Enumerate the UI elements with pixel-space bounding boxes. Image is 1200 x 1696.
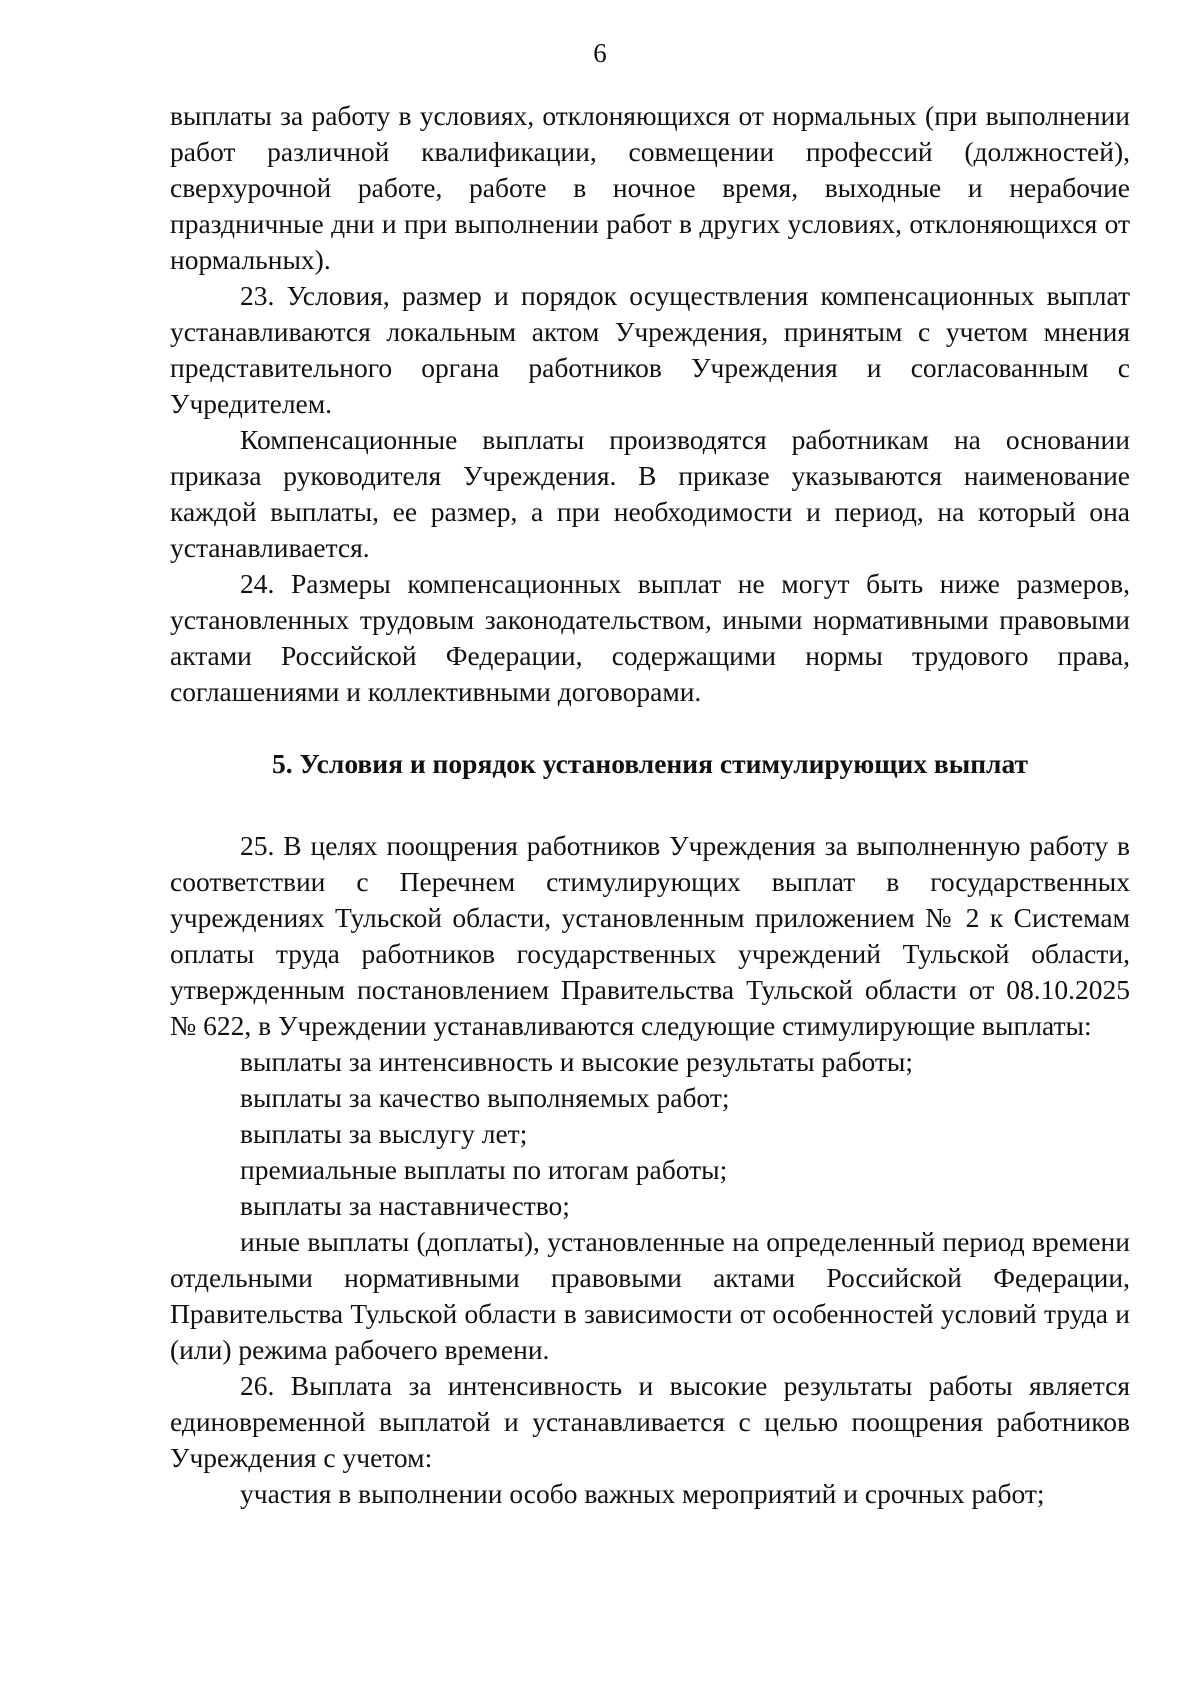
list-item: участия в выполнении особо важных мероприятий и срочных работ;	[240, 1478, 1045, 1509]
list-item: выплаты за наставничество;	[240, 1190, 570, 1221]
document-body	[170, 98, 1130, 1512]
paragraph-23: 23. Условия, размер и порядок осуществления компенсационных выплат устанавливаются локальным актом Учреждения, принятым с учетом мнения представительного органа работников Учреждения и согласованным с Учредителем.	[170, 280, 1130, 419]
list-item: премиальные выплаты по итогам работы;	[240, 1154, 728, 1185]
page-number: 6	[593, 38, 607, 68]
list-item: выплаты за качество выполняемых работ;	[240, 1082, 730, 1113]
list-item: выплаты за интенсивность и высокие результаты работы;	[240, 1046, 913, 1077]
paragraph-compensation-order: Компенсационные выплаты производятся работникам на основании приказа руководителя Учреждения. В приказе указываются наименование каждой выплаты, ее размер, а при необходимости и период, на который она устанавливается.	[170, 424, 1130, 563]
paragraph-25: 25. В целях поощрения работников Учреждения за выполненную работу в соответствии с Перечнем стимулирующих выплат в государственных учреждениях Тульской области, установленным приложением № 2 к Системам оплаты труда работников государственных учреждений Тульской области, утвержденным постановлением Правительства Тульской области от 08.10.2025 № 622, в Учреждении устанавливаются следующие стимулирующие выплаты:	[170, 830, 1130, 1041]
list-item: иные выплаты (доплаты), установленные на определенный период времени отдельными нормативными правовыми актами Российской Федерации, Правительства Тульской области в зависимости от особенностей условий труда и (или) режима рабочего времени.	[170, 1226, 1130, 1365]
paragraph-26: 26. Выплата за интенсивность и высокие результаты работы является единовременной выплатой и устанавливается с целью поощрения работников Учреждения с учетом:	[170, 1370, 1130, 1473]
paragraph-continuation: выплаты за работу в условиях, отклоняющихся от нормальных (при выполнении работ различной квалификации, совмещении профессий (должностей), сверхурочной работе, работе в ночное время, выходные и нерабочие праздничные дни и при выполнении работ в других условиях, отклоняющихся от нормальных).	[170, 100, 1130, 275]
paragraph-24: 24. Размеры компенсационных выплат не могут быть ниже размеров, установленных трудовым законодательством, иными нормативными правовыми актами Российской Федерации, содержащими нормы трудового права, соглашениями и коллективными договорами.	[170, 568, 1130, 707]
list-item: выплаты за выслугу лет;	[240, 1118, 528, 1149]
section-heading: 5. Условия и порядок установления стимулирующих выплат	[271, 748, 1029, 779]
